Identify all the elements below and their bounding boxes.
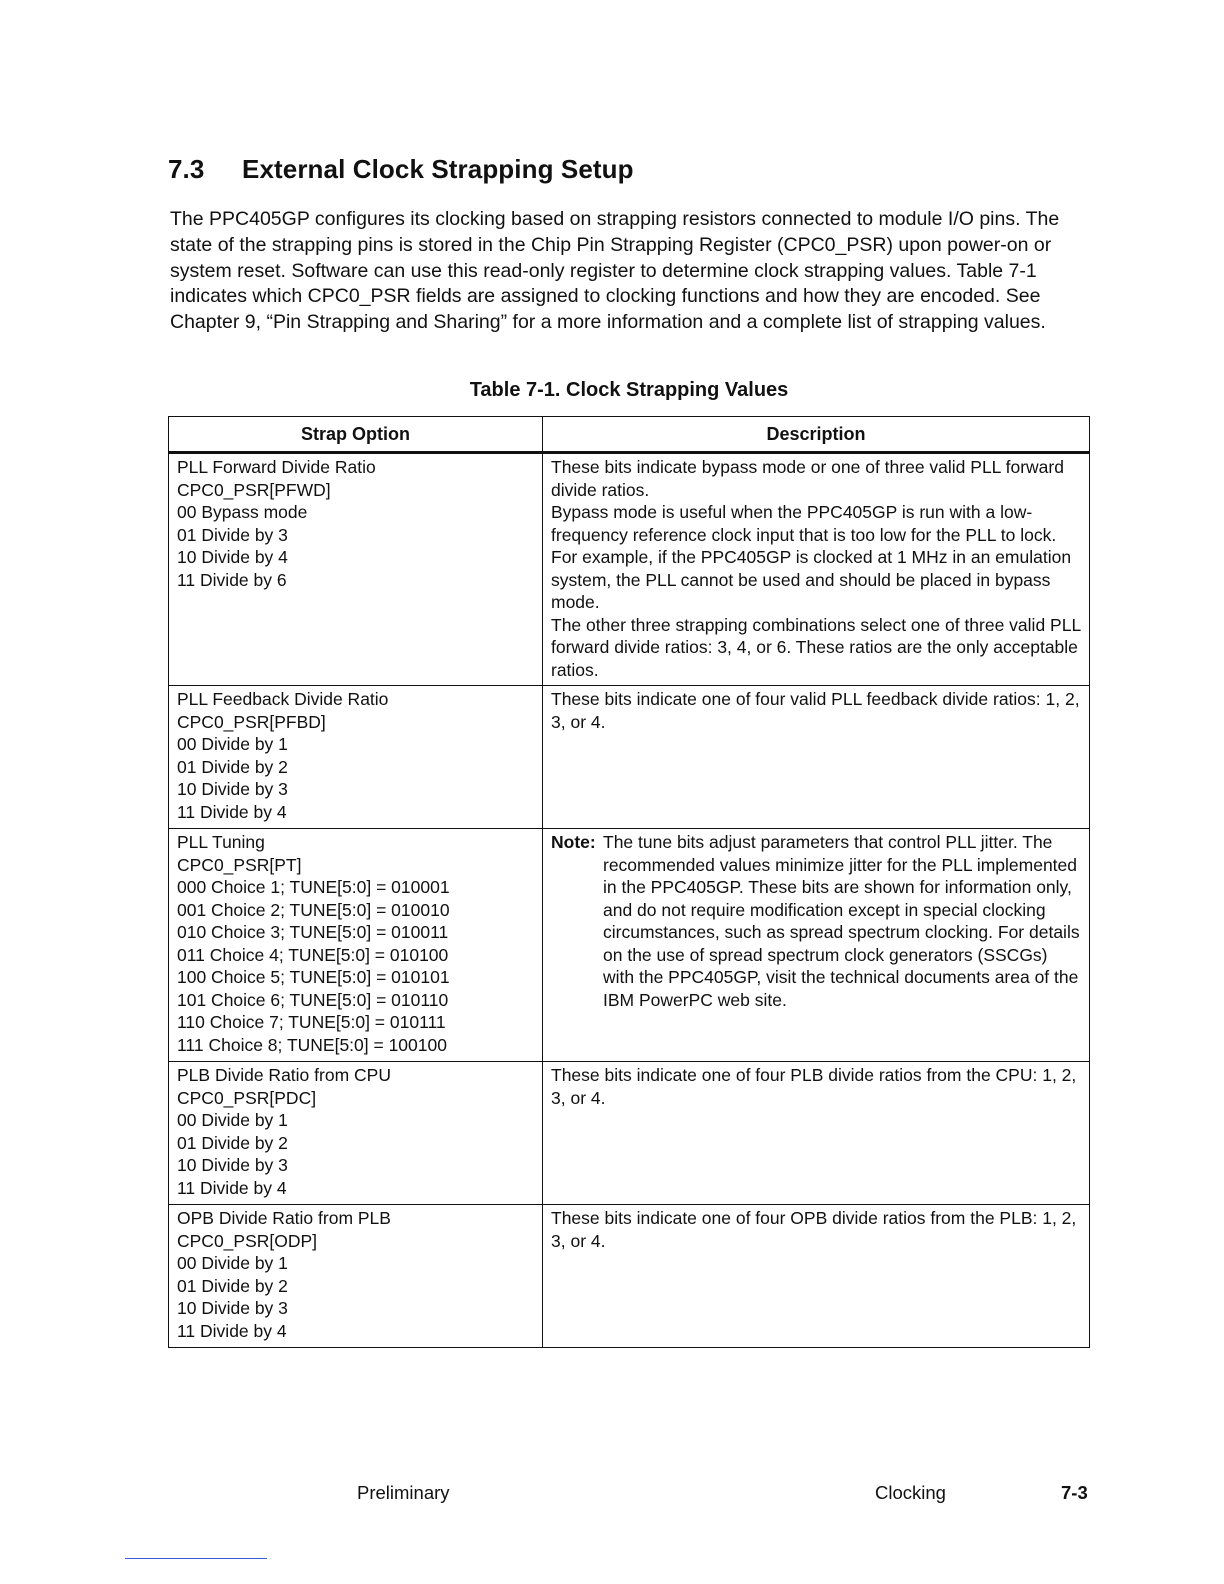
intro-paragraph: The PPC405GP configures its clocking based on strapping resistors connected to module I/O pins. The state of the strapping pins is stored in the Chip Pin Strapping Register (CPC0_PSR) upon power-on or system reset. Software can use this read-only register to determine clock strapping values. Table 7-1 indicates which CPC0_PSR fields are assigned to clocking functions and how they are encoded. See Chapter 9, “Pin Strapping and Sharing” for a more information and a complete list of strapping values. xyxy=(170,208,1060,334)
strap-line: 10 Divide by 4 xyxy=(177,547,288,567)
strap-line: 11 Divide by 4 xyxy=(177,1177,287,1198)
footer-page-number: 7-3 xyxy=(1061,1482,1088,1503)
description-cell xyxy=(543,1205,1090,1348)
section-heading xyxy=(168,154,634,185)
strap-line: 11 Divide by 6 xyxy=(177,569,287,590)
strap-line: 11 Divide by 4 xyxy=(177,801,287,822)
clock-strapping-table xyxy=(168,416,1090,1348)
strap-line: PLL Tuning xyxy=(177,832,265,852)
strap-line: PLL Feedback Divide Ratio xyxy=(177,689,389,709)
table-row xyxy=(169,453,1090,686)
strap-line: 01 Divide by 2 xyxy=(177,756,288,777)
strap-line: 011 Choice 4; TUNE[5:0] = 010100 xyxy=(177,944,449,965)
strap-line: PLB Divide Ratio from CPU xyxy=(177,1065,391,1085)
strap-line: 01 Divide by 2 xyxy=(177,1275,288,1296)
table-header-row xyxy=(169,417,1090,453)
strap-line: 00 Bypass mode xyxy=(177,502,308,522)
description-cell xyxy=(543,686,1090,829)
note-label: Note: xyxy=(551,832,596,852)
strap-line: PLL Forward Divide Ratio xyxy=(177,457,376,477)
strap-line: 10 Divide by 3 xyxy=(177,1155,288,1175)
strap-option-cell xyxy=(169,1062,543,1205)
strap-line: 10 Divide by 3 xyxy=(177,1298,288,1318)
strap-option-cell xyxy=(169,453,543,686)
strap-line: 001 Choice 2; TUNE[5:0] = 010010 xyxy=(177,899,450,920)
description-paragraph: Bypass mode is useful when the PPC405GP is run with a low-frequency reference clock input that is too low for the PLL to lock. For example, if the PPC405GP is clocked at 1 MHz in an emulation system, the PLL cannot be used and should be placed in bypass mode. xyxy=(551,502,1072,612)
footer-chapter: Clocking xyxy=(875,1482,946,1503)
strap-line: 000 Choice 1; TUNE[5:0] = 010001 xyxy=(177,877,450,897)
strap-line: CPC0_PSR[PFBD] xyxy=(177,711,326,732)
strap-line: 010 Choice 3; TUNE[5:0] = 010011 xyxy=(177,922,449,942)
strap-line: CPC0_PSR[PFWD] xyxy=(177,479,331,500)
strap-line: CPC0_PSR[PDC] xyxy=(177,1087,317,1108)
description-cell xyxy=(543,829,1090,1062)
strap-line: 00 Divide by 1 xyxy=(177,1253,288,1273)
table-row xyxy=(169,1205,1090,1348)
section-number: 7.3 xyxy=(168,154,205,184)
table-row xyxy=(169,829,1090,1062)
strap-line: 00 Divide by 1 xyxy=(177,1110,288,1130)
header-strap-option: Strap Option xyxy=(169,417,543,453)
description-paragraph: These bits indicate one of four PLB divide ratios from the CPU: 1, 2, 3, or 4. xyxy=(551,1065,1077,1108)
bottom-rule xyxy=(125,1558,267,1559)
header-description: Description xyxy=(543,417,1090,453)
description-paragraph: These bits indicate bypass mode or one of three valid PLL forward divide ratios. xyxy=(551,457,1064,500)
strap-line: 110 Choice 7; TUNE[5:0] = 010111 xyxy=(177,1012,446,1032)
strap-option-cell xyxy=(169,829,543,1062)
table-caption: Table 7-1. Clock Strapping Values xyxy=(469,379,789,401)
strap-line: 111 Choice 8; TUNE[5:0] = 100100 xyxy=(177,1034,447,1055)
strap-line: 101 Choice 6; TUNE[5:0] = 010110 xyxy=(177,989,449,1010)
section-title: External Clock Strapping Setup xyxy=(242,154,634,184)
description-paragraph: The other three strapping combinations select one of three valid PLL forward divide ratios: 3, 4, or 6. These ratios are the only acceptable ratios. xyxy=(551,614,1081,680)
strap-line: 100 Choice 5; TUNE[5:0] = 010101 xyxy=(177,967,450,987)
strap-line: 01 Divide by 2 xyxy=(177,1132,288,1153)
note-block xyxy=(551,831,1081,1011)
strap-line: 00 Divide by 1 xyxy=(177,734,288,754)
strap-line: CPC0_PSR[PT] xyxy=(177,854,302,875)
strap-line: 01 Divide by 3 xyxy=(177,524,288,545)
table-row xyxy=(169,686,1090,829)
strap-line: CPC0_PSR[ODP] xyxy=(177,1230,318,1251)
table-row xyxy=(169,1062,1090,1205)
note-text: The tune bits adjust parameters that control PLL jitter. The recommended values minimize jitter for the PLL implemented in the PPC405GP. These bits are shown for information only, and do not require modification except in special clocking circumstances, such as spread spectrum clocking. For details on the use of spread spectrum clock generators (SSCGs) with the PPC405GP, visit the technical documents area of the IBM PowerPC web site. xyxy=(603,832,1080,1010)
description-paragraph: These bits indicate one of four valid PLL feedback divide ratios: 1, 2, 3, or 4. xyxy=(551,689,1080,732)
strap-option-cell xyxy=(169,1205,543,1348)
strap-line: OPB Divide Ratio from PLB xyxy=(177,1208,391,1228)
description-paragraph: These bits indicate one of four OPB divide ratios from the PLB: 1, 2, 3, or 4. xyxy=(551,1208,1077,1251)
strap-line: 11 Divide by 4 xyxy=(177,1320,287,1341)
footer-status: Preliminary xyxy=(357,1482,450,1503)
strap-option-cell xyxy=(169,686,543,829)
strap-line: 10 Divide by 3 xyxy=(177,779,288,799)
description-cell xyxy=(543,453,1090,686)
description-cell xyxy=(543,1062,1090,1205)
